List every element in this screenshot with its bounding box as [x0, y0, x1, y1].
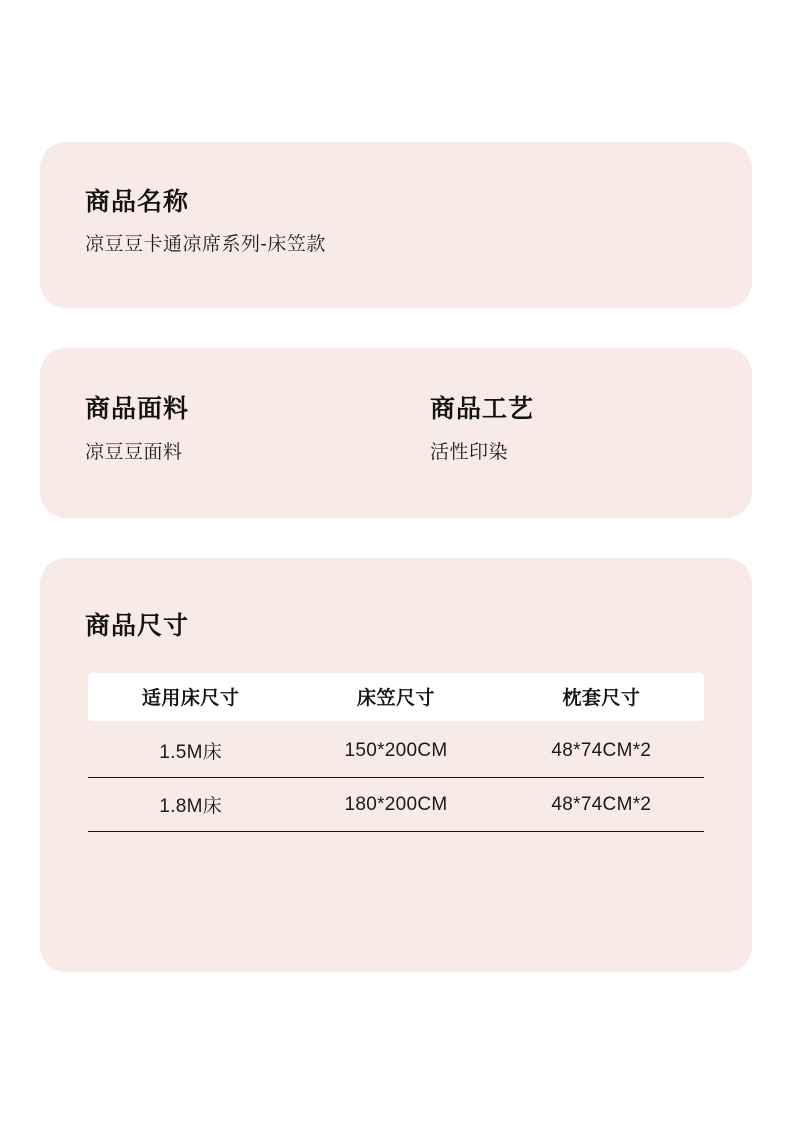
- table-header-cell: 床笠尺寸: [293, 673, 498, 721]
- table-header-row: [88, 673, 704, 721]
- table-cell: 1.5M床: [88, 721, 293, 778]
- table-row: [88, 721, 704, 778]
- product-material-value: 凉豆豆面料: [85, 442, 183, 463]
- product-craft-value: 活性印染: [430, 442, 509, 463]
- size-table: [88, 673, 704, 832]
- table-row: [88, 778, 704, 832]
- product-name-value: 凉豆豆卡通凉席系列-床笠款: [85, 234, 326, 255]
- table-cell: 180*200CM: [293, 778, 498, 832]
- size-table-body: [88, 721, 704, 832]
- table-cell: 150*200CM: [293, 721, 498, 778]
- table-header-cell: 适用床尺寸: [88, 673, 293, 721]
- product-material-label: 商品面料: [85, 395, 190, 423]
- size-table-header: [88, 673, 704, 721]
- table-cell: 1.8M床: [88, 778, 293, 832]
- table-header-cell: 枕套尺寸: [499, 673, 704, 721]
- product-name-card: [40, 142, 752, 308]
- product-craft-label: 商品工艺: [430, 395, 535, 423]
- product-size-label: 商品尺寸: [85, 612, 190, 640]
- product-size-card: [40, 558, 752, 972]
- table-cell: 48*74CM*2: [499, 778, 704, 832]
- product-name-label: 商品名称: [85, 188, 190, 216]
- table-cell: 48*74CM*2: [499, 721, 704, 778]
- product-material-card: [40, 348, 752, 518]
